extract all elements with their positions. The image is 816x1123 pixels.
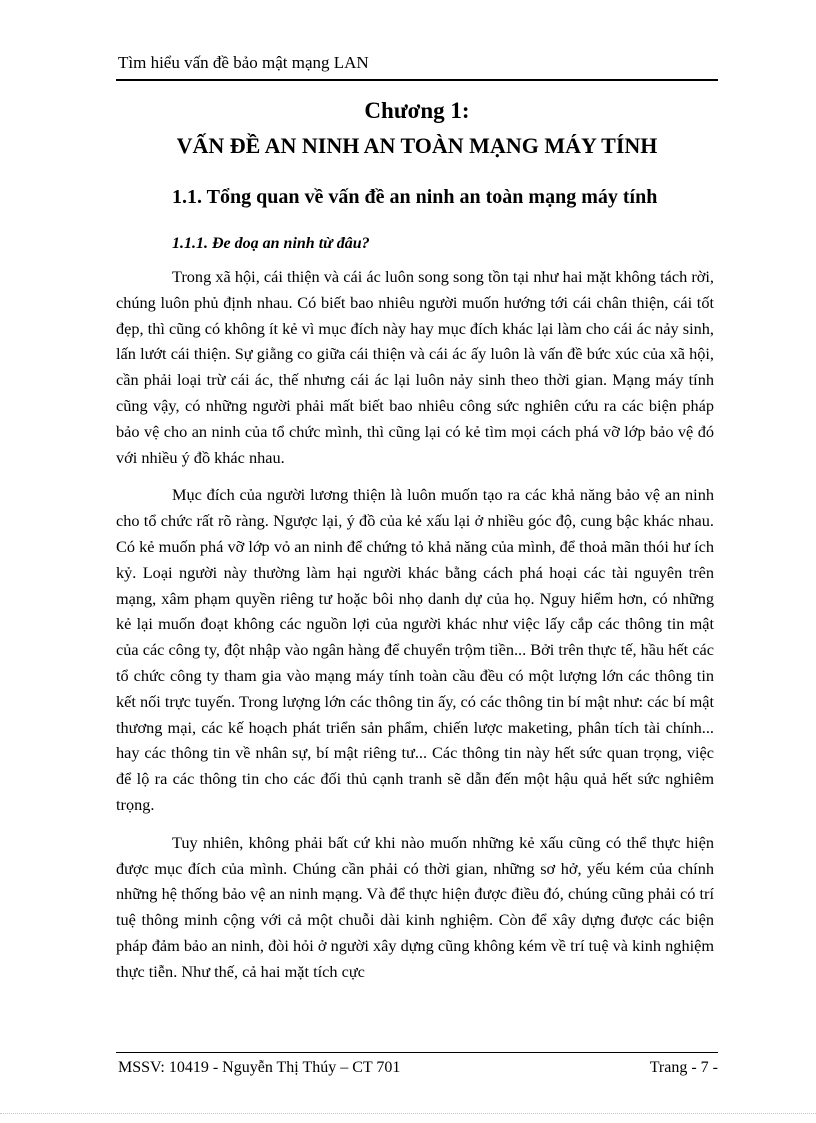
section-heading: 1.1. Tổng quan về vấn đề an ninh an toàn mạng máy tính	[172, 186, 658, 208]
header-divider	[116, 79, 718, 81]
paragraph: Mục đích của người lương thiện là luôn muốn tạo ra các khả năng bảo vệ an ninh cho tổ chức rất rõ ràng. Ngược lại, ý đồ của kẻ xấu lại ở nhiều góc độ, cung bậc khác nhau. Có kẻ muốn phá vỡ lớp vỏ an ninh để chứng tỏ khả năng của mình, để thoả mãn thói hư ích kỷ. Loại người này thường làm hại người khác bằng cách phá hoại các tài nguyên trên mạng, xâm phạm quyền riêng tư hoặc bôi nhọ danh dự của họ. Nguy hiểm hơn, có những kẻ lại muốn đoạt không các nguồn lợi của người khác như việc lấy cắp các thông tin mật của các công ty, đột nhập vào ngân hàng để chuyển trộm tiền... Bởi trên thực tế, hầu hết các tổ chức công ty tham gia vào mạng máy tính toàn cầu đều có một lượng lớn các thông tin kết nối trực tuyến. Trong lượng lớn các thông tin ấy, có các thông tin bí mật như: các bí mật thương mại, các kế hoạch phát triển sản phẩm, chiến lược maketing, phân tích tài chính... hay các thông tin về nhân sự, bí mật riêng tư... Các thông tin này hết sức quan trọng, việc để lộ ra các thông tin cho các đối thủ cạnh tranh sẽ dẫn đến một hậu quả hết sức nghiêm trọng.	[116, 485, 714, 814]
subsection-heading: 1.1.1. Đe doạ an ninh từ đâu?	[172, 235, 370, 252]
paragraph: Tuy nhiên, không phải bất cứ khi nào muốn những kẻ xấu cũng có thể thực hiện được mục đích của mình. Chúng cần phải có thời gian, những sơ hở, yếu kém của chính những hệ thống bảo vệ an ninh mạng. Và để thực hiện được điều đó, chúng cũng phải có trí tuệ thông minh cộng với cả một chuỗi dài kinh nghiệm. Còn để xây dựng được các biện pháp đảm bảo an ninh, đòi hỏi ở người xây dựng cũng không kém về trí tuệ và kinh nghiệm thực tiễn. Như thế, cả hai mặt tích cực	[116, 832, 714, 981]
chapter-number: Chương 1:	[364, 98, 470, 123]
footer-divider	[116, 1052, 718, 1053]
footer-student-info: MSSV: 10419 - Nguyễn Thị Thúy – CT 701	[118, 1059, 401, 1076]
footer-page-number: Trang - 7 -	[649, 1059, 718, 1076]
chapter-title: VẤN ĐỀ AN NINH AN TOÀN MẠNG MÁY TÍNH	[176, 133, 658, 158]
running-header-title: Tìm hiểu vấn đề bảo mật mạng LAN	[118, 53, 369, 72]
page-edge	[0, 1113, 816, 1114]
paragraph: Trong xã hội, cái thiện và cái ác luôn song song tồn tại như hai mặt không tách rời, chúng luôn phủ định nhau. Có biết bao nhiêu người muốn hướng tới cái chân thiện, cái tốt đẹp, thì cũng có không ít kẻ vì mục đích này hay mục đích khác lại làm cho cái ác nảy sinh, lấn lướt cái thiện. Sự giằng co giữa cái thiện và cái ác ấy luôn là vấn đề bức xúc của xã hội, cần phải loại trừ cái ác, thế nhưng cái ác lại luôn nảy sinh theo thời gian. Mạng máy tính cũng vậy, có những người phải mất biết bao nhiêu công sức nghiên cứu ra các biện pháp bảo vệ cho an ninh của tổ chức mình, thì cũng lại có kẻ tìm mọi cách phá vỡ lớp bảo vệ đó với nhiều ý đồ khác nhau.	[116, 267, 714, 467]
body-text	[116, 264, 714, 997]
